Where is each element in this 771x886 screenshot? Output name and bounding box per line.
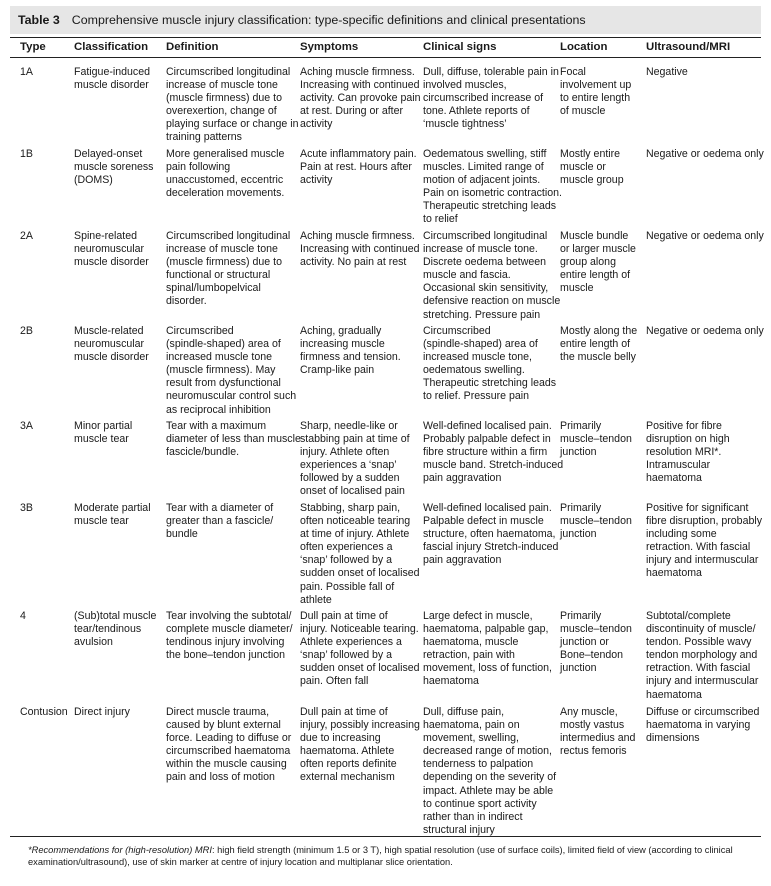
cell-line: junction	[560, 662, 597, 675]
cell-line: haematoma in varying	[646, 719, 751, 732]
cell-signs	[423, 502, 558, 567]
cell-line: (spindle-shaped) area of	[166, 338, 281, 351]
cell-line: involvement up	[560, 79, 632, 92]
cell-line: sudden onset of localised	[300, 662, 420, 675]
cell-line: increasing muscle	[300, 338, 385, 351]
header-imaging: Ultrasound/MRI	[646, 41, 731, 53]
cell-line: (muscle firmness). May	[166, 364, 276, 377]
cell-classification	[74, 420, 132, 446]
cell-line: Subtotal/complete	[646, 610, 731, 622]
cell-symptoms	[300, 420, 410, 499]
cell-type	[20, 706, 68, 719]
header-clinical-signs: Clinical signs	[423, 41, 497, 53]
cell-signs	[423, 148, 562, 227]
cell-line: ‘snap’ followed by a	[300, 554, 393, 567]
cell-line: depending on the severity of	[423, 771, 557, 784]
cell-line: rather than in indirect	[423, 810, 523, 823]
cell-line: fibre structure within a firm	[423, 446, 548, 459]
header-type: Type	[20, 41, 46, 53]
cell-definition	[166, 325, 296, 417]
cell-line: often experiences a	[300, 541, 393, 554]
cell-line: haematoma. Athlete	[300, 745, 395, 758]
cell-type	[20, 610, 26, 623]
cell-line: Positive for significant	[646, 502, 749, 514]
cell-imaging	[646, 610, 758, 702]
cell-location	[560, 420, 632, 459]
cell-line: Circumscribed	[166, 325, 234, 337]
cell-line: Pain at rest. Hours after	[300, 161, 412, 174]
cell-line: often reports definite	[300, 758, 397, 771]
cell-line: to continue sport activity	[423, 797, 537, 810]
table-footnote	[28, 844, 748, 869]
cell-line: complete muscle diameter/	[166, 623, 293, 636]
cell-line: Oedematous swelling, stiff	[423, 148, 547, 160]
cell-definition	[166, 148, 284, 200]
cell-line: pain. Possible fall of	[300, 580, 395, 593]
cell-imaging	[646, 325, 764, 338]
cell-type	[20, 230, 33, 243]
cell-line: as reciprocal inhibition	[166, 403, 271, 416]
cell-line: Well-defined localised pain.	[423, 502, 552, 514]
cell-line: avulsion	[74, 636, 113, 649]
cell-line: activity. No pain at rest	[300, 256, 407, 269]
cell-definition	[166, 230, 290, 309]
cell-line: haematoma	[646, 472, 702, 485]
cell-line: haematoma	[423, 675, 479, 688]
cell-signs	[423, 610, 552, 689]
header-classification: Classification	[74, 41, 149, 53]
cell-line: entire length of	[560, 269, 631, 282]
cell-line: Increasing with continued	[300, 243, 420, 256]
cell-classification	[74, 148, 153, 187]
cell-line: or larger muscle	[560, 243, 636, 256]
cell-line: Negative	[646, 66, 688, 78]
cell-line: muscle tear	[74, 433, 129, 446]
cell-line: muscle band. Stretch-induced	[423, 459, 564, 472]
cell-symptoms	[300, 230, 420, 269]
cell-type	[20, 502, 33, 515]
cell-line: Dull, diffuse pain,	[423, 706, 505, 718]
cell-line: Minor partial	[74, 420, 133, 432]
cell-line: (Sub)total muscle	[74, 610, 157, 622]
cell-line: Sharp, needle-like or	[300, 420, 398, 432]
cell-line: (muscle firmness) due to	[166, 256, 282, 269]
cell-imaging	[646, 230, 764, 243]
cell-line: muscle–tendon	[560, 515, 632, 528]
cell-line: Therapeutic stretching leads	[423, 377, 557, 390]
cell-line: neuromuscular	[74, 338, 145, 351]
cell-line: junction	[560, 446, 597, 459]
cell-line: fibre disruption, probably	[646, 515, 763, 528]
cell-line: often noticeable tearing	[300, 515, 411, 528]
cell-line: Aching muscle firmness.	[300, 66, 415, 78]
cell-imaging	[646, 66, 688, 79]
cell-line: Primarily	[560, 610, 602, 622]
cell-type	[20, 420, 33, 433]
cell-line: Primarily	[560, 420, 602, 432]
cell-line: tenderness to palpation	[423, 758, 534, 771]
header-bottom-rule	[10, 57, 761, 58]
cell-line: resolution MRI*.	[646, 446, 722, 459]
cell-signs	[423, 66, 559, 131]
cell-line: movement, swelling,	[423, 732, 519, 745]
cell-line: muscle soreness	[74, 161, 154, 174]
cell-classification	[74, 230, 149, 269]
cell-line: experiences a ‘snap’	[300, 459, 397, 472]
cell-line: Focal	[560, 66, 586, 78]
cell-definition	[166, 706, 291, 785]
cell-line: Well-defined localised pain.	[423, 420, 552, 432]
cell-line: defensive reaction on muscle	[423, 295, 561, 308]
cell-line: structure, often haematoma,	[423, 528, 556, 541]
cell-line: Primarily	[560, 502, 602, 514]
cell-line: disorder.	[166, 295, 207, 308]
cell-line: Therapeutic stretching leads	[423, 200, 557, 213]
cell-line: More generalised muscle	[166, 148, 285, 160]
cell-line: retraction, pain with	[423, 649, 515, 662]
cell-line: haematoma, muscle	[423, 636, 519, 649]
cell-line: Pain on isometric contraction.	[423, 187, 562, 200]
header-location: Location	[560, 41, 608, 53]
cell-line: muscle and fascia.	[423, 269, 511, 282]
cell-line: Circumscribed	[423, 325, 491, 337]
cell-line: structural injury	[423, 823, 495, 836]
table-number: Table 3	[18, 13, 60, 27]
cell-line: dimensions	[646, 732, 700, 745]
cell-line: deceleration movements.	[166, 187, 285, 200]
cell-symptoms	[300, 66, 421, 131]
cell-line: Circumscribed longitudinal	[423, 230, 548, 242]
cell-line: junction or	[560, 636, 609, 649]
cell-line: Probably palpable defect in	[423, 433, 551, 446]
cell-line: within the muscle causing	[166, 758, 287, 771]
header-definition: Definition	[166, 41, 219, 53]
cell-line: followed by a sudden	[300, 472, 400, 485]
cell-definition	[166, 610, 293, 662]
cell-line: 2B	[20, 325, 33, 337]
cell-line: Negative or oedema only	[646, 325, 764, 337]
cell-line: haematoma, palpable gap,	[423, 623, 549, 636]
cell-line: Positive for fibre	[646, 420, 722, 432]
cell-location	[560, 66, 631, 118]
cell-line: stabbing pain at time of	[300, 433, 410, 446]
cell-signs	[423, 325, 556, 404]
cell-line: 3B	[20, 502, 33, 514]
cell-line: Occasional skin sensitivity,	[423, 282, 549, 295]
cell-line: muscle tear	[74, 515, 129, 528]
cell-symptoms	[300, 148, 417, 187]
cell-line: increase of muscle tone.	[423, 243, 538, 256]
cell-signs	[423, 420, 563, 485]
cell-line: Circumscribed longitudinal	[166, 66, 291, 78]
cell-line: muscle group	[560, 174, 624, 187]
cell-imaging	[646, 420, 730, 485]
cell-line: at time of injury. Athlete	[300, 528, 410, 541]
cell-line: (DOMS)	[74, 174, 113, 187]
cell-line: result from dysfunctional	[166, 377, 281, 390]
cell-line: Tear with a maximum	[166, 420, 267, 432]
cell-line: fascicle/bundle.	[166, 446, 240, 459]
cell-line: functional or structural	[166, 269, 271, 282]
cell-line: tone. Athlete reports of	[423, 105, 530, 118]
cell-line: the muscle belly	[560, 351, 636, 364]
cell-line: pain aggravation	[423, 472, 502, 485]
cell-signs	[423, 230, 560, 322]
cell-line: firmness and tension.	[300, 351, 401, 364]
cell-line: involved muscles,	[423, 79, 507, 92]
cell-line: Stabbing, sharp pain,	[300, 502, 401, 514]
cell-line: Intramuscular	[646, 459, 711, 472]
cell-definition	[166, 66, 299, 145]
cell-location	[560, 502, 632, 541]
cell-symptoms	[300, 610, 420, 689]
cell-line: increased muscle tone	[166, 351, 272, 364]
footnote-label: *Recommendations for (high-resolution) MRI	[28, 845, 212, 855]
cell-line: Cramp-like pain	[300, 364, 375, 377]
cell-line: playing surface or change in	[166, 118, 299, 131]
cell-location	[560, 325, 637, 364]
cell-line: mostly vastus	[560, 719, 625, 732]
cell-line: muscle–tendon	[560, 623, 632, 636]
cell-line: Negative or oedema only	[646, 148, 764, 160]
table-bottom-rule	[10, 836, 761, 837]
table-title: Comprehensive muscle injury classification: type-specific definitions and clinical presentations	[71, 13, 586, 27]
cell-line: Tear involving the subtotal/	[166, 610, 292, 622]
cell-line: activity	[300, 118, 333, 131]
cell-line: intermedius and	[560, 732, 636, 745]
cell-line: overexertion, change of	[166, 105, 277, 118]
cell-line: diameter of less than muscle	[166, 433, 301, 446]
cell-line: Discrete oedema between	[423, 256, 547, 269]
cell-line: Dull pain at time of	[300, 706, 388, 718]
cell-line: Dull pain at time of	[300, 610, 388, 622]
cell-line: (muscle firmness) due to	[166, 92, 282, 105]
cell-line: due to increasing	[300, 732, 381, 745]
cell-line: Mostly along the	[560, 325, 638, 337]
cell-line: motion of adjacent joints.	[423, 174, 541, 187]
cell-line: 4	[20, 610, 26, 622]
cell-imaging	[646, 148, 764, 161]
cell-line: discontinuity of muscle/	[646, 623, 756, 636]
cell-line: increase of muscle tone	[166, 79, 278, 92]
cell-line: bundle	[166, 528, 198, 541]
table-caption	[10, 6, 761, 34]
cell-line: Bone–tendon	[560, 649, 624, 662]
cell-symptoms	[300, 325, 401, 377]
cell-line: Circumscribed longitudinal	[166, 230, 291, 242]
cell-symptoms	[300, 706, 420, 785]
cell-line: Fatigue-induced	[74, 66, 150, 78]
header-top-rule	[10, 37, 761, 38]
cell-line: force. Leading to diffuse or	[166, 732, 292, 745]
cell-line: tendon morphology and	[646, 649, 758, 662]
cell-line: entire length of	[560, 338, 631, 351]
cell-line: pain following	[166, 161, 231, 174]
cell-line: to relief	[423, 213, 458, 226]
cell-line: 1B	[20, 148, 33, 160]
cell-line: to relief. Pressure pain	[423, 390, 529, 403]
cell-definition	[166, 502, 273, 541]
cell-line: haematoma	[646, 567, 702, 580]
cell-line: Spine-related	[74, 230, 138, 242]
cell-line: caused by blunt external	[166, 719, 281, 732]
cell-line: neuromuscular control such	[166, 390, 297, 403]
cell-line: muscle disorder	[74, 351, 149, 364]
cell-line: Muscle-related	[74, 325, 144, 337]
cell-line: pain aggravation	[423, 554, 502, 567]
cell-line: external mechanism	[300, 771, 395, 784]
cell-line: the bone–tendon junction	[166, 649, 285, 662]
cell-line: greater than a fascicle/	[166, 515, 274, 528]
cell-line: Any muscle,	[560, 706, 618, 718]
cell-line: tendon. Possible wavy	[646, 636, 752, 649]
cell-classification	[74, 502, 151, 528]
cell-line: Acute inflammatory pain.	[300, 148, 417, 160]
cell-line: tendinous injury involving	[166, 636, 285, 649]
footnote-text-line2: examination/ultrasound), use of skin marker at centre of injury location and multiplanar slice orientation.	[28, 857, 453, 868]
cell-line: haematoma	[646, 688, 702, 701]
cell-line: tear/tendinous	[74, 623, 142, 636]
cell-line: movement, loss of function,	[423, 662, 552, 675]
cell-line: stretching. Pressure pain	[423, 308, 541, 321]
cell-line: impact. Athlete may be able	[423, 784, 554, 797]
footnote-text-line1: : high field strength (minimum 1.5 or 3 T), high spatial resolution (use of surface coils), limited field of view (according to clinical	[211, 845, 733, 855]
cell-line: rectus femoris	[560, 745, 627, 758]
cell-classification	[74, 610, 156, 649]
cell-line: Direct injury	[74, 706, 130, 718]
cell-line: injury. Athlete often	[300, 446, 390, 459]
cell-line: Muscle bundle	[560, 230, 629, 242]
cell-line: injury, possibly increasing	[300, 719, 420, 732]
cell-line: Athlete experiences a	[300, 636, 402, 649]
cell-line: muscle	[560, 282, 594, 295]
cell-line: oedematous swelling.	[423, 364, 525, 377]
cell-line: Dull, diffuse, tolerable pain in	[423, 66, 559, 78]
cell-type	[20, 148, 33, 161]
cell-line: sudden onset of localised	[300, 567, 420, 580]
cell-line: injury. Noticeable tearing.	[300, 623, 419, 636]
cell-line: muscle or	[560, 161, 606, 174]
cell-line: 1A	[20, 66, 33, 78]
cell-line: Delayed-onset	[74, 148, 143, 160]
cell-line: muscles. Limited range of	[423, 161, 544, 174]
cell-symptoms	[300, 502, 420, 607]
cell-line: injury and intermuscular	[646, 554, 759, 567]
cell-location	[560, 148, 624, 187]
cell-line: decreased range of motion,	[423, 745, 552, 758]
cell-location	[560, 610, 632, 675]
cell-line: 3A	[20, 420, 33, 432]
cell-definition	[166, 420, 301, 459]
cell-line: Contusion	[20, 706, 68, 718]
cell-line: ‘snap’ followed by a	[300, 649, 393, 662]
cell-line: Large defect in muscle,	[423, 610, 533, 622]
header-symptoms: Symptoms	[300, 41, 359, 53]
cell-line: Direct muscle trauma,	[166, 706, 270, 718]
cell-line: retraction. With fascial	[646, 662, 751, 675]
cell-line: ‘muscle tightness’	[423, 118, 507, 131]
cell-line: to entire length	[560, 92, 631, 105]
cell-line: muscle–tendon	[560, 433, 632, 446]
cell-line: (spindle-shaped) area of	[423, 338, 538, 351]
cell-line: at rest. During or after	[300, 105, 404, 118]
cell-line: group along	[560, 256, 616, 269]
cell-location	[560, 706, 635, 758]
cell-line: muscle disorder	[74, 256, 149, 269]
cell-line: Increasing with continued	[300, 79, 420, 92]
cell-line: Diffuse or circumscribed	[646, 706, 760, 718]
cell-line: neuromuscular	[74, 243, 145, 256]
cell-line: Aching muscle firmness.	[300, 230, 415, 242]
cell-type	[20, 325, 33, 338]
cell-location	[560, 230, 636, 295]
cell-line: onset of localised pain	[300, 485, 405, 498]
cell-line: spinal/lumbopelvical	[166, 282, 261, 295]
cell-line: unaccustomed, eccentric	[166, 174, 284, 187]
cell-line: athlete	[300, 593, 332, 606]
cell-line: Moderate partial	[74, 502, 151, 514]
cell-line: Palpable defect in muscle	[423, 515, 544, 528]
cell-classification	[74, 706, 130, 719]
cell-line: muscle disorder	[74, 79, 149, 92]
cell-signs	[423, 706, 556, 837]
cell-line: Tear with a diameter of	[166, 502, 274, 514]
cell-line: Negative or oedema only	[646, 230, 764, 242]
cell-line: Aching, gradually	[300, 325, 382, 337]
cell-classification	[74, 66, 150, 92]
cell-line: including some	[646, 528, 717, 541]
cell-line: injury and intermuscular	[646, 675, 759, 688]
cell-line: activity. Can provoke pain	[300, 92, 421, 105]
cell-line: increased muscle tone,	[423, 351, 532, 364]
cell-line: pain. Often fall	[300, 675, 369, 688]
cell-line: disruption on high	[646, 433, 730, 446]
cell-line: increase of muscle tone	[166, 243, 278, 256]
cell-imaging	[646, 706, 759, 745]
cell-line: circumscribed increase of	[423, 92, 544, 105]
cell-classification	[74, 325, 149, 364]
cell-line: circumscribed haematoma	[166, 745, 291, 758]
cell-line: of muscle	[560, 105, 606, 118]
cell-line: Mostly entire	[560, 148, 621, 160]
cell-line: retraction. With fascial	[646, 541, 751, 554]
cell-line: haematoma, pain on	[423, 719, 520, 732]
cell-line: 2A	[20, 230, 33, 242]
cell-type	[20, 66, 33, 79]
cell-line: pain and loss of motion	[166, 771, 275, 784]
cell-line: fascial injury Stretch-induced	[423, 541, 559, 554]
cell-line: training patterns	[166, 131, 242, 144]
cell-line: activity	[300, 174, 333, 187]
cell-imaging	[646, 502, 762, 581]
cell-line: junction	[560, 528, 597, 541]
